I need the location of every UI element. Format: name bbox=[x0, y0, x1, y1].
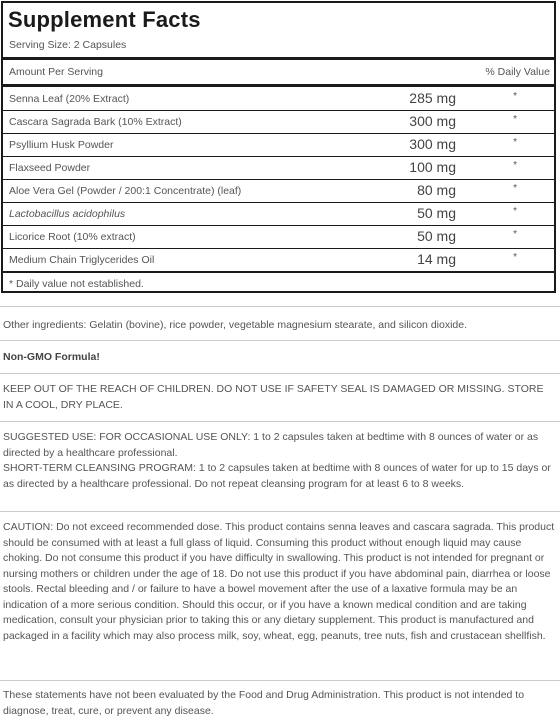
other-ingredients: Other ingredients: Gelatin (bovine), rice powder, vegetable magnesium stearate, and silicon dioxide. bbox=[3, 319, 468, 331]
ingredient-name: Licorice Root (10% extract) bbox=[9, 231, 136, 243]
panel-title: Supplement Facts bbox=[8, 7, 201, 32]
daily-value-header: % Daily Value bbox=[485, 66, 550, 78]
ingredient-name: Psyllium Husk Powder bbox=[9, 139, 114, 151]
ingredient-amount: 80 mg bbox=[417, 182, 456, 198]
daily-value: * bbox=[513, 160, 517, 171]
thick-rule bbox=[3, 84, 554, 87]
ingredient-name: Flaxseed Powder bbox=[9, 162, 91, 174]
safety-warning: KEEP OUT OF THE REACH OF CHILDREN. DO NOT USE IF SAFETY SEAL IS DAMAGED OR MISSING. STORE IN A COOL, DRY PLACE. bbox=[3, 383, 544, 411]
table-row bbox=[3, 111, 554, 134]
caution-text: CAUTION: Do not exceed recommended dose. This product contains senna leaves and cascara sagrada. This product should be consumed with at least a full glass of liquid. Consuming this product without enough liquid may cause choking. Do not consume this product if you have difficulty in swallowing. This product is not intended for pregnant or nursing mothers or children under the age of 18. Do not use this product if you have abdominal pain, diarrhea or loose stools. Rectal bleeding and / or failure to have a bowel movement after the use of a laxative formula may be an indication of a more serious condition. Should this occur, or if you have a known medical condition and are taking medication, consult your physician prior to taking this or any dietary supplement. This product is manufactured and packaged in a facility which may also process milk, soy, wheat, egg, peanuts, tree nuts, fish and crustacean shellfish. bbox=[3, 521, 555, 642]
table-row bbox=[3, 88, 554, 111]
ingredient-amount: 50 mg bbox=[417, 228, 456, 244]
section-divider bbox=[0, 680, 560, 681]
amount-per-serving-header: Amount Per Serving bbox=[9, 66, 103, 78]
daily-value: * bbox=[513, 252, 517, 263]
table-row bbox=[3, 249, 554, 273]
ingredient-table bbox=[3, 88, 554, 273]
daily-value: * bbox=[513, 114, 517, 125]
ingredient-name: Senna Leaf (20% Extract) bbox=[9, 93, 130, 105]
ingredient-amount: 300 mg bbox=[409, 136, 456, 152]
section-divider bbox=[0, 340, 560, 341]
daily-value: * bbox=[513, 91, 517, 102]
fda-disclaimer: These statements have not been evaluated by the Food and Drug Administration. This product is not intended to diagnose, treat, cure, or prevent any disease. bbox=[3, 689, 525, 717]
table-row bbox=[3, 203, 554, 226]
daily-value: * bbox=[513, 183, 517, 194]
non-gmo-label: Non-GMO Formula! bbox=[3, 351, 100, 363]
daily-value: * bbox=[513, 229, 517, 240]
suggested-use: SUGGESTED USE: FOR OCCASIONAL USE ONLY: 1 to 2 capsules taken at bedtime with 8 ounces of water or as directed by a healthcare professional. bbox=[3, 431, 539, 459]
section-divider bbox=[0, 306, 560, 307]
ingredient-name: Cascara Sagrada Bark (10% Extract) bbox=[9, 116, 182, 128]
ingredient-name: Medium Chain Triglycerides Oil bbox=[9, 254, 155, 266]
section-divider bbox=[0, 421, 560, 422]
daily-value: * bbox=[513, 137, 517, 148]
table-row bbox=[3, 180, 554, 203]
section-divider bbox=[0, 373, 560, 374]
daily-value: * bbox=[513, 206, 517, 217]
ingredient-name: Aloe Vera Gel (Powder / 200:1 Concentrate) (leaf) bbox=[9, 185, 242, 197]
ingredient-amount: 14 mg bbox=[417, 251, 456, 267]
table-row bbox=[3, 226, 554, 249]
supplement-facts-panel bbox=[1, 1, 556, 293]
table-row bbox=[3, 157, 554, 180]
ingredient-amount: 50 mg bbox=[417, 205, 456, 221]
thick-rule bbox=[3, 57, 554, 60]
ingredient-amount: 100 mg bbox=[409, 159, 456, 175]
ingredient-name: Lactobacillus acidophilus bbox=[9, 208, 126, 220]
daily-value-footnote: * Daily value not established. bbox=[9, 278, 144, 290]
section-divider bbox=[0, 511, 560, 512]
table-row bbox=[3, 134, 554, 157]
ingredient-amount: 285 mg bbox=[409, 90, 456, 106]
ingredient-amount: 300 mg bbox=[409, 113, 456, 129]
serving-size: Serving Size: 2 Capsules bbox=[9, 39, 127, 51]
cleansing-program: SHORT-TERM CLEANSING PROGRAM: 1 to 2 capsules taken at bedtime with 8 ounces of water for up to 15 days or as directed by a healthcare professional. Do not repeat cleansing program for at least 6 to 8 weeks. bbox=[3, 462, 551, 490]
